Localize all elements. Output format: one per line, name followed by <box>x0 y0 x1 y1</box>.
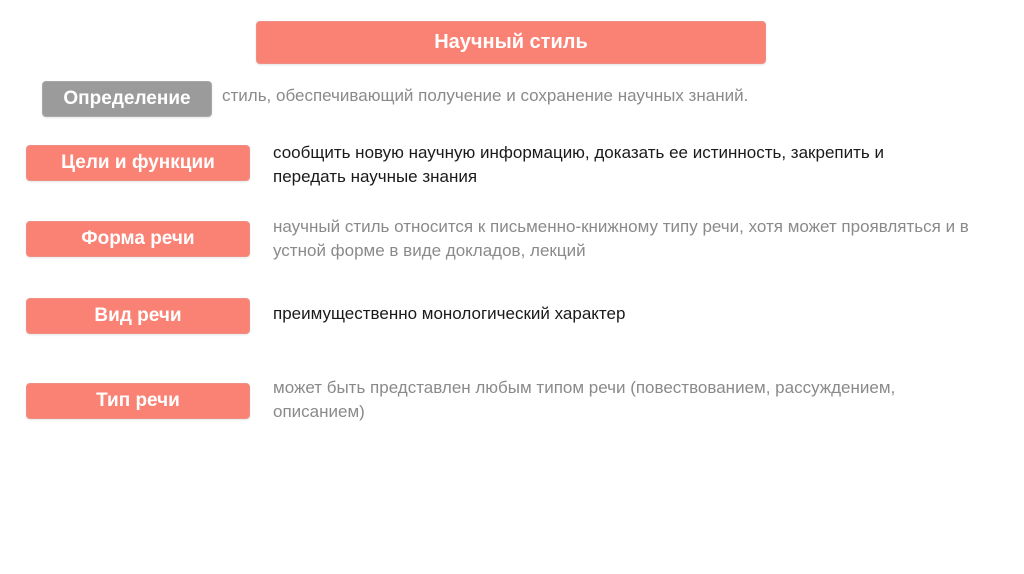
label-speech-form: Форма речи <box>26 221 250 257</box>
text-goals-functions: сообщить новую научную информацию, доказать ее истинность, закрепить и передать научные знания <box>273 143 884 186</box>
text-speech-type: может быть представлен любым типом речи (повествованием, рассуждением, описанием) <box>273 378 896 421</box>
text-speech-form: научный стиль относится к письменно-книжному типу речи, хотя может проявляться и в устной форме в виде докладов, лекций <box>273 217 969 260</box>
label-definition: Определение <box>42 81 212 117</box>
label-goals-functions: Цели и функции <box>26 145 250 181</box>
text-definition: стиль, обеспечивающий получение и сохранение научных знаний. <box>222 86 749 105</box>
text-speech-kind: преимущественно монологический характер <box>273 304 626 323</box>
label-speech-type: Тип речи <box>26 383 250 419</box>
label-speech-kind: Вид речи <box>26 298 250 334</box>
slide-title: Научный стиль <box>256 21 766 64</box>
